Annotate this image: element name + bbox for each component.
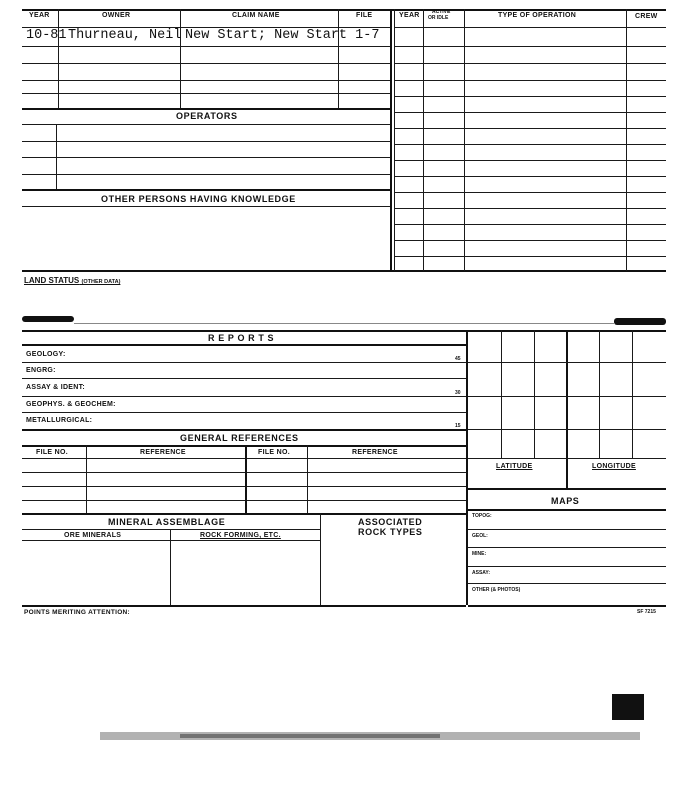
ink-blot [612,694,644,720]
ink-mark-left [22,316,74,322]
operators-title: OPERATORS [176,111,238,121]
header-year-2: YEAR [399,12,420,19]
land-status-sub: (OTHER DATA) [81,279,121,285]
ink-mark-right [614,318,666,325]
map-topog: TOPOG: [472,513,492,519]
report-num-30: 30 [455,390,461,396]
maps-title: MAPS [551,496,580,506]
header-file: FILE [356,12,373,19]
reports-title: R E P O R T S [208,333,275,343]
map-assay: ASSAY: [472,570,491,576]
report-assay: ASSAY & IDENT: [26,384,86,391]
ref-file-no-1: FILE NO. [36,449,68,456]
map-mine: MINE: [472,551,487,557]
entry-owner: Thurneau, Neil [68,28,182,43]
report-num-45: 45 [455,356,461,362]
report-geology: GEOLOGY: [26,351,66,358]
general-references-title: GENERAL REFERENCES [180,433,299,443]
map-geol: GEOL: [472,533,488,539]
report-engrg: ENGRG: [26,367,56,374]
header-active: ACTIVE [432,9,451,15]
ref-file-no-2: FILE NO. [258,449,290,456]
header-claim-name: CLAIM NAME [232,12,280,19]
points-meriting-attention: POINTS MERITING ATTENTION: [24,609,131,616]
report-geophys: GEOPHYS. & GEOCHEM: [26,401,116,408]
longitude-label: LONGITUDE [592,463,636,470]
scanner-noise-band [0,718,678,768]
land-status-title: LAND STATUS [24,276,80,285]
header-crew: CREW [635,13,658,20]
ref-reference-2: REFERENCE [352,449,398,456]
rock-forming-label: ROCK FORMING, ETC. [200,532,281,539]
mineral-assemblage-title: MINERAL ASSEMBLAGE [108,517,226,527]
other-persons-title: OTHER PERSONS HAVING KNOWLEDGE [101,194,296,204]
ore-minerals-label: ORE MINERALS [64,532,122,539]
header-owner: OWNER [102,12,131,19]
ref-reference-1: REFERENCE [140,449,186,456]
header-or-idle: OR IDLE [428,15,449,21]
associated-rock-title-2: ROCK TYPES [358,527,423,537]
header-year: YEAR [29,12,50,19]
map-other: OTHER (& PHOTOS) [472,587,521,593]
form-number: SF 7215 [637,609,656,615]
entry-claim-name: New Start; New Start 1-7 [185,28,380,43]
report-num-15: 15 [455,423,461,429]
associated-rock-title-1: ASSOCIATED [358,517,423,527]
entry-year: 10-81 [26,28,67,43]
latitude-label: LATITUDE [496,463,533,470]
report-metallurgical: METALLURGICAL: [26,417,93,424]
header-type-of-operation: TYPE OF OPERATION [498,12,577,19]
